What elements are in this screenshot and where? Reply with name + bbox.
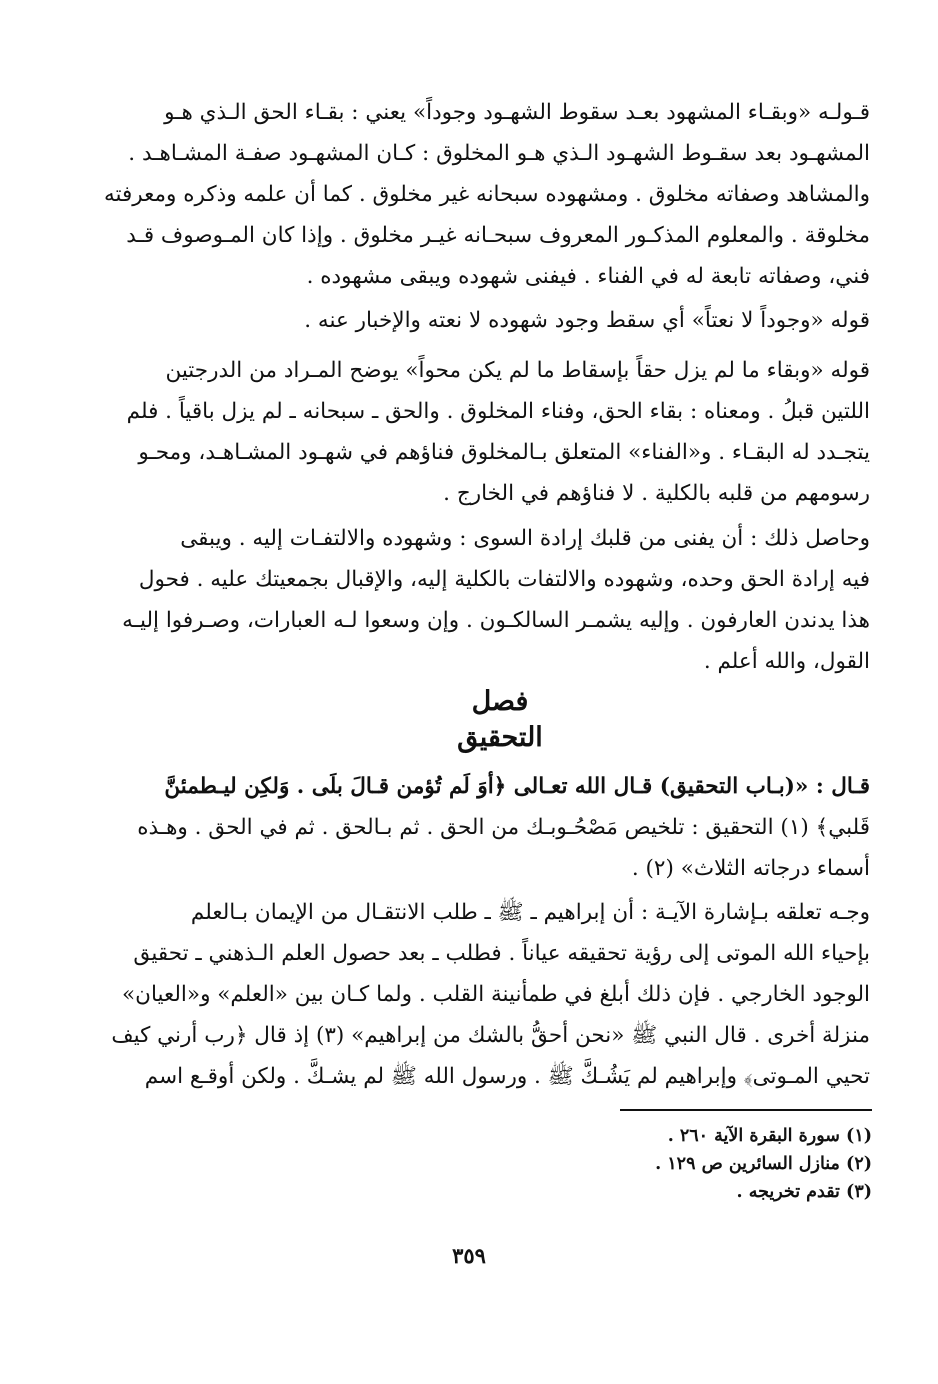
text-line: تحيي المـوتى﴾ وإبراهيم لم يَشُـكَّ ﷺ . ورسول الله ﷺ لم يشـكَّ . ولكن أوقـع اسم: [144, 1064, 870, 1089]
footnote-2: (٢) منازل السائرين ص ١٢٩ .: [655, 1154, 872, 1174]
text-line: بإحياء الله الموتى إلى رؤية تحقيقه عياناً . فطلب ـ بعد حصول العلم الـذهني ـ تحقيق: [133, 941, 870, 966]
text-line: منزلة أخرى . قال النبي ﷺ «نحن أحقُّ بالشك من إبراهيم» (٣) إذ قال ﴿رب أرني كيف: [111, 1023, 870, 1048]
text-line: قـولـه «وبقـاء المشهود بعـد سقوط الشهـود وجوداً» يعني : بقـاء الحق الـذي هـو: [164, 100, 870, 125]
text-line: فيه إرادة الحق وحده، وشهوده والالتفات بالكلية إليه، والإقبال بجمعيتك عليه . فحول: [138, 567, 870, 592]
text-line: أسماء درجاته الثلاث» (٢) .: [631, 856, 870, 881]
footnote-divider: [620, 1109, 872, 1111]
paragraph-6: [111, 892, 870, 1097]
text-line: مخلوقة . والمعلوم المذكـور المعروف سبحـانه غيـر مخلوق . وإذا كان المـوصوف قـد: [126, 223, 870, 248]
text-line: وحاصل ذلك : أن يفنى من قلبك إرادة السوى : وشهوده والالتفـات إليه . ويبقى: [180, 526, 870, 551]
text-line: المشهـود بعد سقـوط الشهـود الـذي هـو المخلوق : كـان المشهـود صفـة المشـاهـد .: [128, 141, 870, 166]
text-line: قـال : «(بـاب التحقيق) قـال الله تعـالى ﴿أوَ لَم تُؤمن قـالَ بلَى . وَلكِن ليـطمئنَّ: [164, 774, 870, 799]
footnotes: [560, 1122, 872, 1206]
text-line: والمشاهد وصفاته مخلوق . ومشهوده سبحانه غير مخلوق . كما أن علمه وذكره ومعرفته: [104, 182, 870, 207]
page-number: ٣٥٩: [452, 1243, 486, 1268]
paragraph-5: [130, 766, 870, 889]
paragraph-2: [130, 300, 870, 341]
section-heading: فصل: [471, 686, 529, 717]
text-line: قَلبي﴾ (١) التحقيق : تلخيص مَصْحُـوبـك من الحق . ثم بـالحق . ثم في الحق . وهـذه: [137, 815, 870, 840]
paragraph-3: [126, 350, 870, 514]
text-line: يتجـدد له البقـاء . و«الفناء» المتعلق بـالمخلوق فناؤهم في شهـود المشـاهـد، ومحـو: [138, 440, 870, 465]
text-line: فني، وصفاته تابعة له في الفناء . فيفنى شهوده ويبقى مشهوده .: [306, 264, 870, 289]
text-line: قوله «وبقاء ما لم يزل حقاً بإسقاط ما لم يكن محواً» يوضح المـراد من الدرجتين: [165, 358, 870, 383]
text-line: وجـه تعلقه بـإشارة الآيـة : أن إبراهيم ـ ﷺ ـ طلب الانتقـال من الإيمان بـالعلم: [190, 900, 870, 925]
paragraph-4: [122, 518, 870, 682]
text-line: اللتين قبلُ . ومعناه : بقاء الحق، وفناء المخلوق . والحق ـ سبحانه ـ لم يزل باقياً . فلم: [126, 399, 870, 424]
text-line: هذا يدندن العارفون . وإليه يشمـر السالكـون . وإن وسعوا لـه العبارات، وصـرفوا إليـه: [122, 608, 870, 633]
footnote-1: (١) سورة البقرة الآية ٢٦٠ .: [667, 1126, 872, 1146]
paragraph-1: [104, 92, 870, 297]
footnote-3: (٣) تقدم تخريجه .: [736, 1182, 872, 1202]
text-line: رسومهم من قلبه بالكلية . لا فناؤهم في الخارج .: [443, 481, 870, 506]
text-line: قوله «وجوداً لا نعتاً» أي سقط وجود شهوده لا نعته والإخبار عنه .: [304, 308, 870, 333]
text-line: الوجود الخارجي . فإن ذلك أبلغ في طمأنينة القلب . ولما كـان بين «العلم» و«العيان»: [122, 982, 870, 1007]
text-line: القول، والله أعلم .: [703, 649, 870, 674]
section-subheading: التحقيق: [457, 722, 543, 753]
